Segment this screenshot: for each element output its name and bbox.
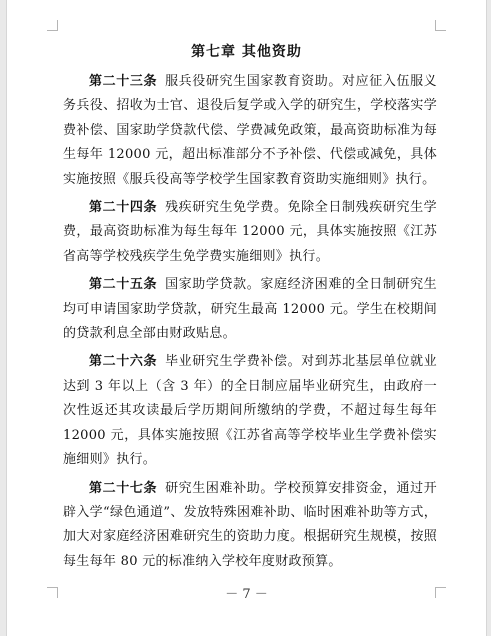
crop-mark-top-left [47,20,58,31]
document-body [63,70,437,578]
article-text: 国家助学贷款。家庭经济困难的全日制研究生均可申请国家助学贷款，研究生最高 12000 元。学生在校期间的贷款利息全部由财政贴息。 [63,277,437,342]
article-23 [63,70,437,192]
article-text: 毕业研究生学费补偿。对到苏北基层单位就业达到 3 年以上（含 3 年）的全日制应届毕业研究生，由政府一次性返还其攻读最后学历期间所缴纳的学费，不超过每生每年 12000 元，具体实施按照《江苏省高等学校毕业生学费补偿实施细则》执行。 [63,354,437,468]
article-25 [63,273,437,346]
article-text: 研究生困难补助。学校预算安排资金，通过开辟入学“绿色通道”、发放特殊困难补助、临时困难补助等方式，加大对家庭经济困难研究生的资助力度。根据研究生规模，按照每生每年 80 元的标准纳入学校年度财政预算。 [63,480,437,569]
article-26 [63,350,437,472]
article-number: 第二十四条 [89,200,158,216]
crop-mark-top-right [435,20,446,31]
article-27 [63,477,437,575]
article-text: 残疾研究生免学费。免除全日制残疾研究生学费，最高资助标准为每生每年 12000 元，具体实施按照《江苏省高等学校残疾学生免学费实施细则》执行。 [63,200,437,264]
article-number: 第二十七条 [89,480,158,496]
chapter-title: 第七章 其他资助 [191,44,302,60]
document-page [6,0,487,636]
article-number: 第二十六条 [89,354,158,370]
article-number: 第二十五条 [89,277,158,293]
article-24 [63,196,437,269]
article-text: 服兵役研究生国家教育资助。对应征入伍服义务兵役、招收为士官、退役后复学或入学的研究生，学校落实学费补偿、国家助学贷款代偿、学费减免政策，最高资助标准为每生每年 12000 元，超出标准部分不予补偿、代偿或减免，具体实施按照《服兵役高等学校学生国家教育资助实施细则》执行。 [63,74,437,187]
page-number: － 7 － [225,587,268,602]
article-number: 第二十三条 [89,74,158,89]
